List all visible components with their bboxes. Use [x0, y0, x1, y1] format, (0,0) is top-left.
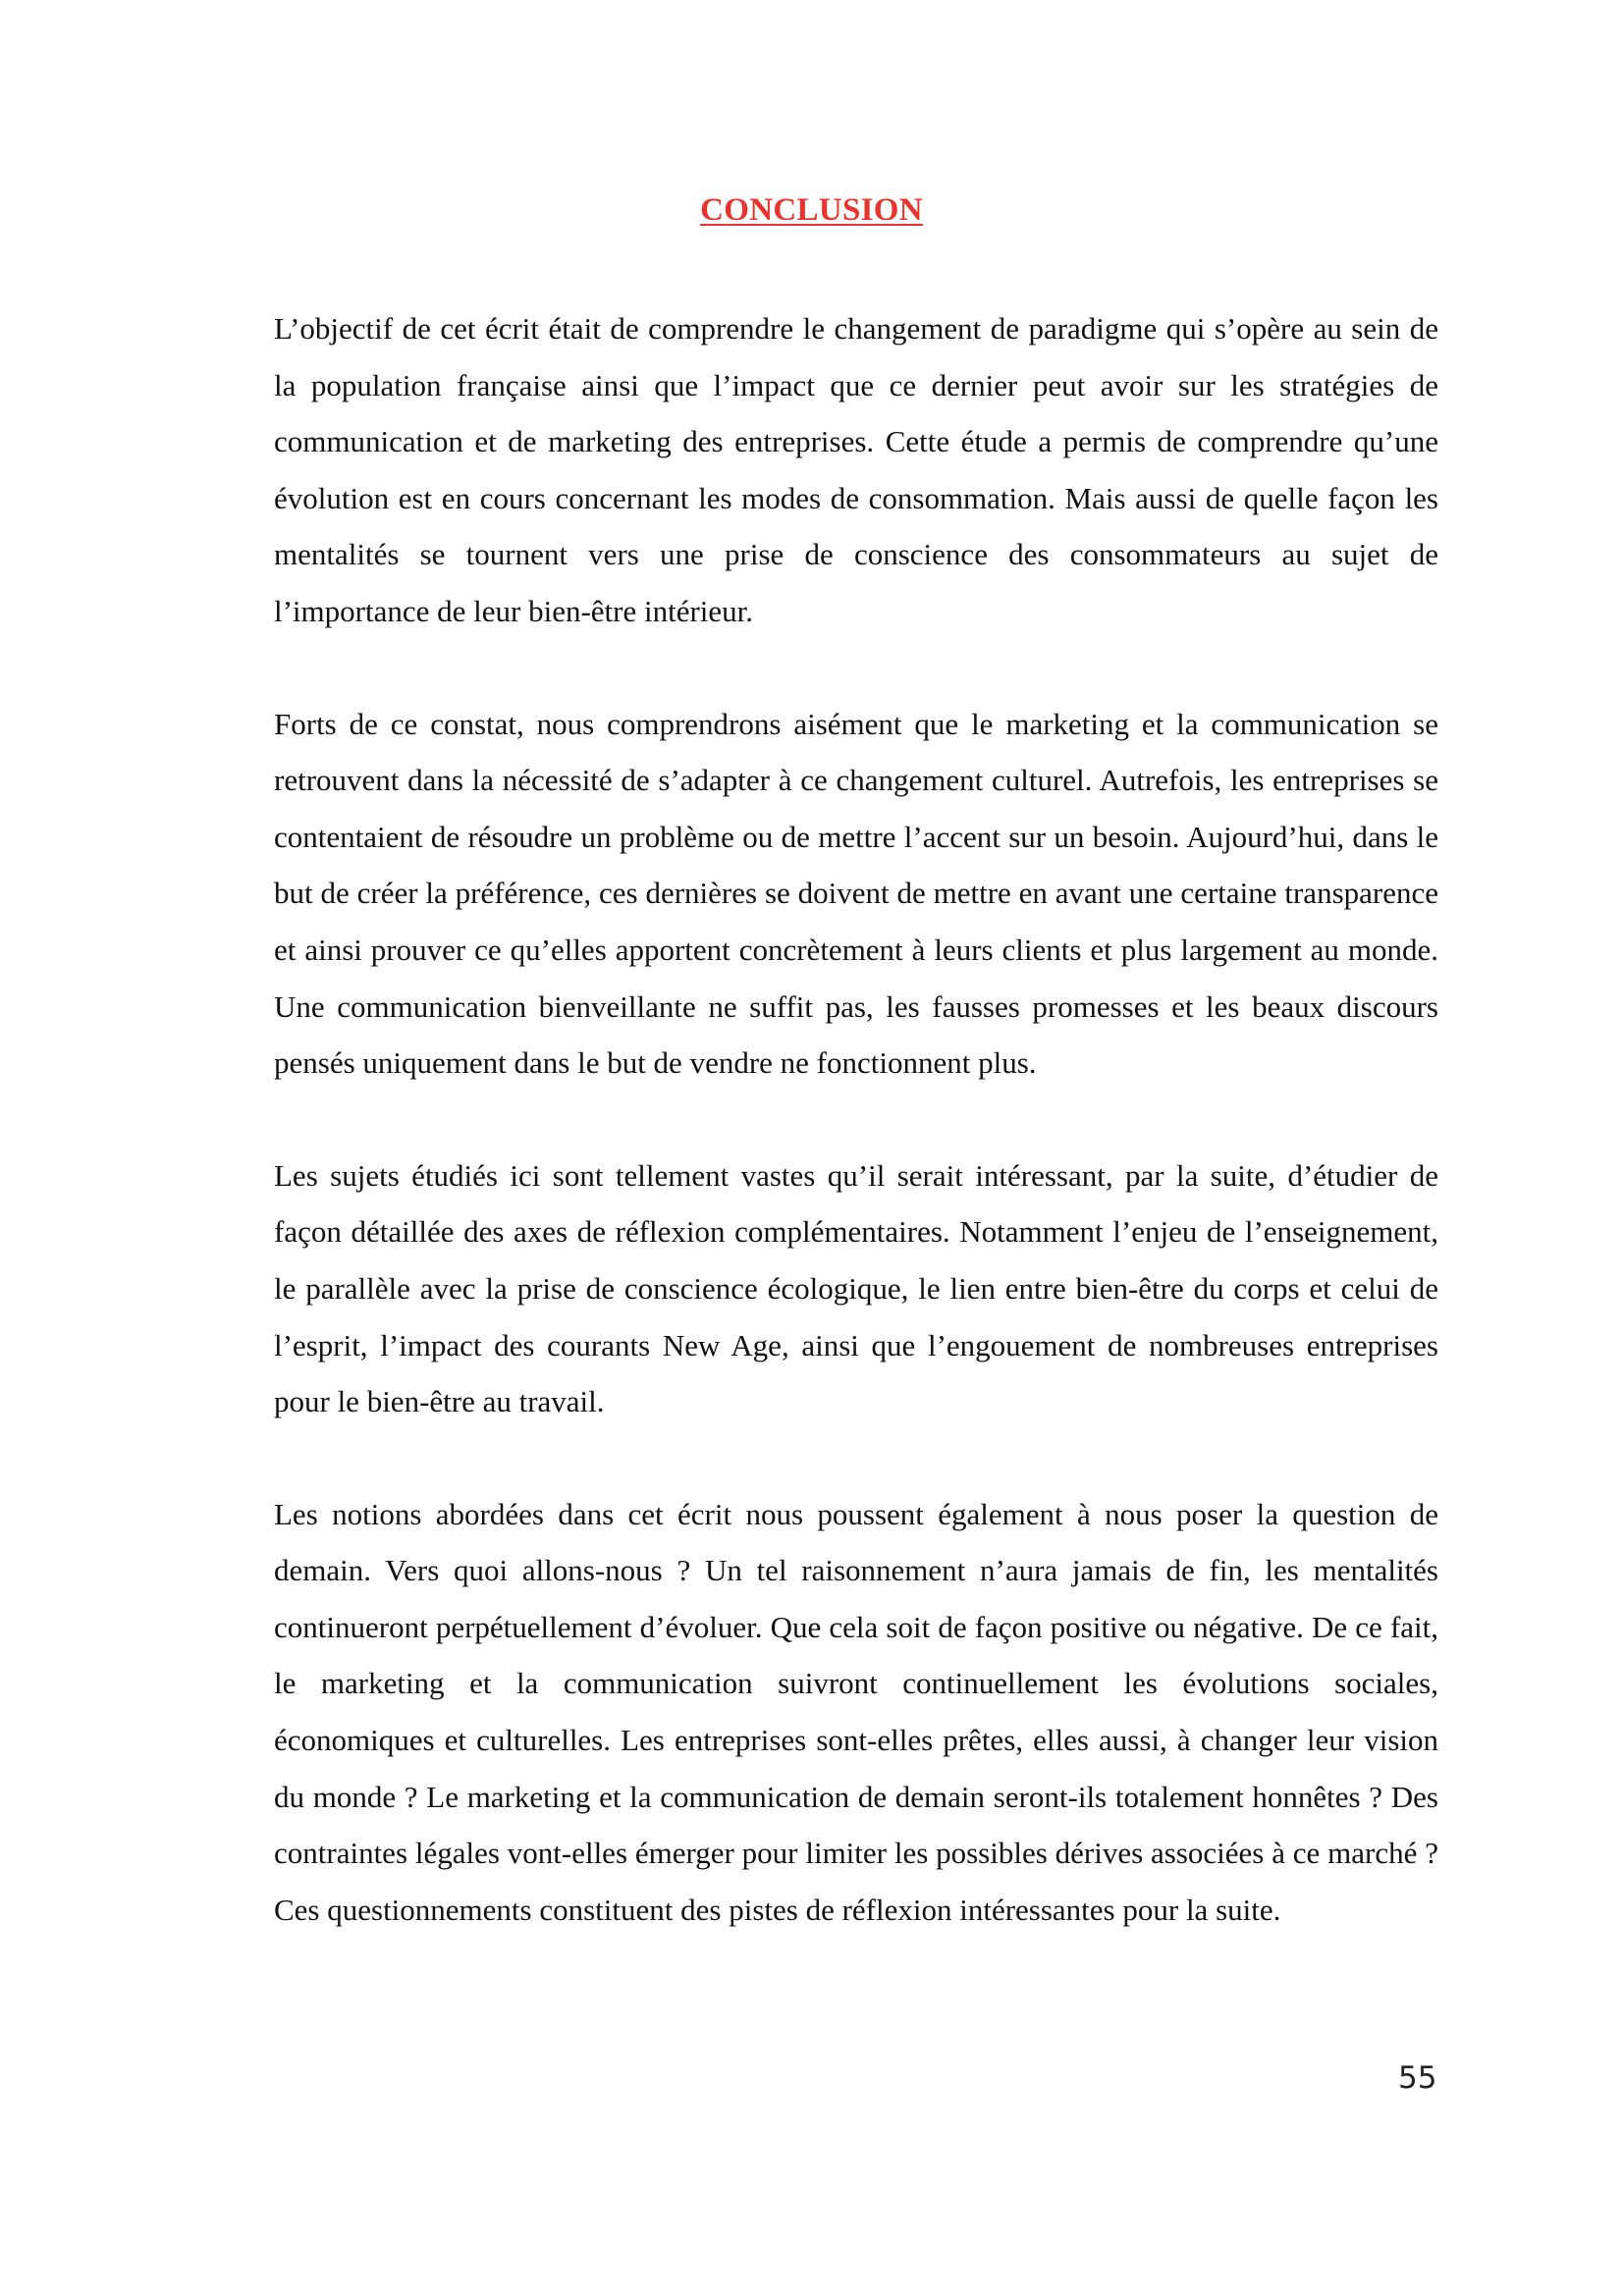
paragraph-4: Les notions abordées dans cet écrit nous poussent également à nous poser la question de demain. Vers quoi allons-nous ? Un tel raisonnement n’aura jamais de fin, les mentalités continueront perpétuellement d’évoluer. Que cela soit de façon positive ou négative. De ce fait, le marketing et la communication suivront continuellement les évolutions sociales, économiques et culturelles. Les entreprises sont-elles prêtes, elles aussi, à changer leur vision du monde ? Le marketing et la communication de demain seront-ils totalement honnêtes ? Des contraintes légales vont-elles émerger pour limiter les possibles dérives associées à ce marché ? Ces questionnements constituent des pistes de réflexion intéressantes pour la suite. [274, 1496, 1438, 1927]
body-text [274, 300, 1438, 1994]
page-title: CONCLUSION [700, 192, 923, 228]
paragraph-3: Les sujets étudiés ici sont tellement vastes qu’il serait intéressant, par la suite, d’étudier de façon détaillée des axes de réflexion complémentaires. Notamment l’enjeu de l’enseignement, le parallèle avec la prise de conscience écologique, le lien entre bien-être du corps et celui de l’esprit, l’impact des courants New Age, ainsi que l’engouement de nombreuses entreprises pour le bien-être au travail. [274, 1157, 1438, 1419]
page-number: 55 [1398, 2060, 1437, 2096]
paragraph-1: L’objectif de cet écrit était de comprendre le changement de paradigme qui s’opère au sein de la population française ainsi que l’impact que ce dernier peut avoir sur les stratégies de communication et de marketing des entreprises. Cette étude a permis de comprendre qu’une évolution est en cours concernant les modes de consommation. Mais aussi de quelle façon les mentalités se tournent vers une prise de conscience des consommateurs au sujet de l’importance de leur bien-être intérieur. [274, 311, 1438, 628]
paragraph-2: Forts de ce constat, nous comprendrons aisément que le marketing et la communication se retrouvent dans la nécessité de s’adapter à ce changement culturel. Autrefois, les entreprises se contentaient de résoudre un problème ou de mettre l’accent sur un besoin. Aujourd’hui, dans le but de créer la préférence, ces dernières se doivent de mettre en avant une certaine transparence et ainsi prouver ce qu’elles apportent concrètement à leurs clients et plus largement au monde. Une communication bienveillante ne suffit pas, les fausses promesses et les beaux discours pensés uniquement dans le but de vendre ne fonctionnent plus. [274, 706, 1438, 1081]
